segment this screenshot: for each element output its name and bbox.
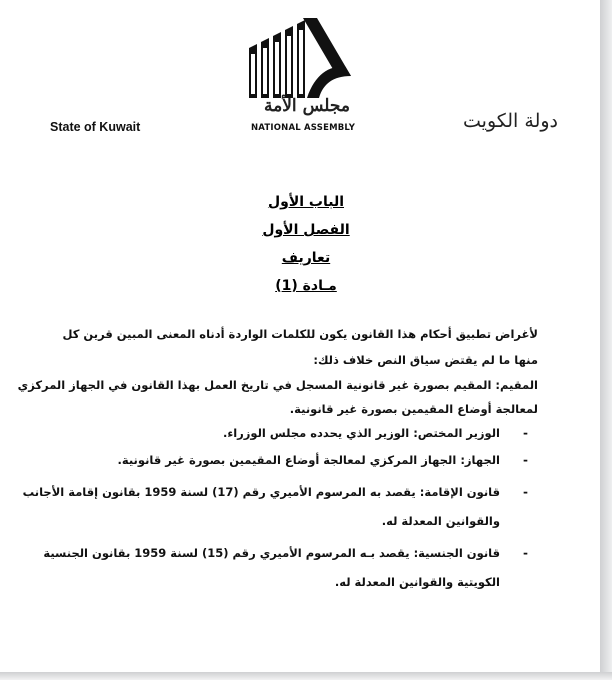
intro-line-2: منها ما لم يقتض سياق النص خلاف ذلك: bbox=[313, 353, 538, 367]
national-assembly-logo bbox=[245, 14, 355, 100]
nationality-law-definition-line-1: قانون الجنسية: يقصد بـه المرسوم الأميري رقم (15) لسنة 1959 بقانون الجنسية bbox=[43, 546, 500, 560]
assembly-name-english: NATIONAL ASSEMBLY bbox=[250, 123, 356, 133]
definitions-heading: تعاريف bbox=[281, 250, 331, 266]
assembly-name-arabic: مجلس الأمة bbox=[264, 96, 350, 116]
page-edge-shadow-bottom bbox=[0, 672, 612, 680]
resident-definition-line-1: المقيم: المقيم بصورة غير قانونية المسجل في تاريخ العمل بهذا القانون في الجهاز المركزي bbox=[17, 378, 538, 392]
part-heading: الباب الأول bbox=[267, 194, 345, 210]
apparatus-definition: الجهاز: الجهاز المركزي لمعالجة أوضاع المقيمين بصورة غير قانونية. bbox=[117, 453, 500, 467]
state-name-english: State of Kuwait bbox=[50, 120, 141, 134]
residence-law-definition-line-1: قانون الإقامة: يقصد به المرسوم الأميري رقم (17) لسنة 1959 بقانون إقامة الأجانب bbox=[22, 485, 500, 499]
bullet-marker: - bbox=[523, 485, 528, 499]
article-heading: مـادة (1) bbox=[275, 278, 337, 294]
chapter-heading: الفصل الأول bbox=[262, 222, 350, 238]
bullet-marker: - bbox=[523, 453, 528, 467]
bullet-marker: - bbox=[523, 546, 528, 560]
state-name-arabic: دولة الكويت bbox=[463, 110, 558, 132]
bullet-marker: - bbox=[523, 426, 528, 440]
intro-line-1: لأغراض تطبيق أحكام هذا القانون يكون للكلمات الواردة أدناه المعنى المبين قرين كل bbox=[62, 327, 538, 341]
resident-definition-line-2: لمعالجة أوضاع المقيمين بصورة غير قانونية. bbox=[289, 402, 538, 416]
nationality-law-definition-line-2: الكويتية والقوانين المعدلة له. bbox=[334, 575, 500, 589]
page-edge-shadow-right bbox=[600, 0, 612, 680]
residence-law-definition-line-2: والقوانين المعدلة له. bbox=[381, 514, 500, 528]
minister-definition: الوزير المختص: الوزير الذي يحدده مجلس الوزراء. bbox=[222, 426, 500, 440]
